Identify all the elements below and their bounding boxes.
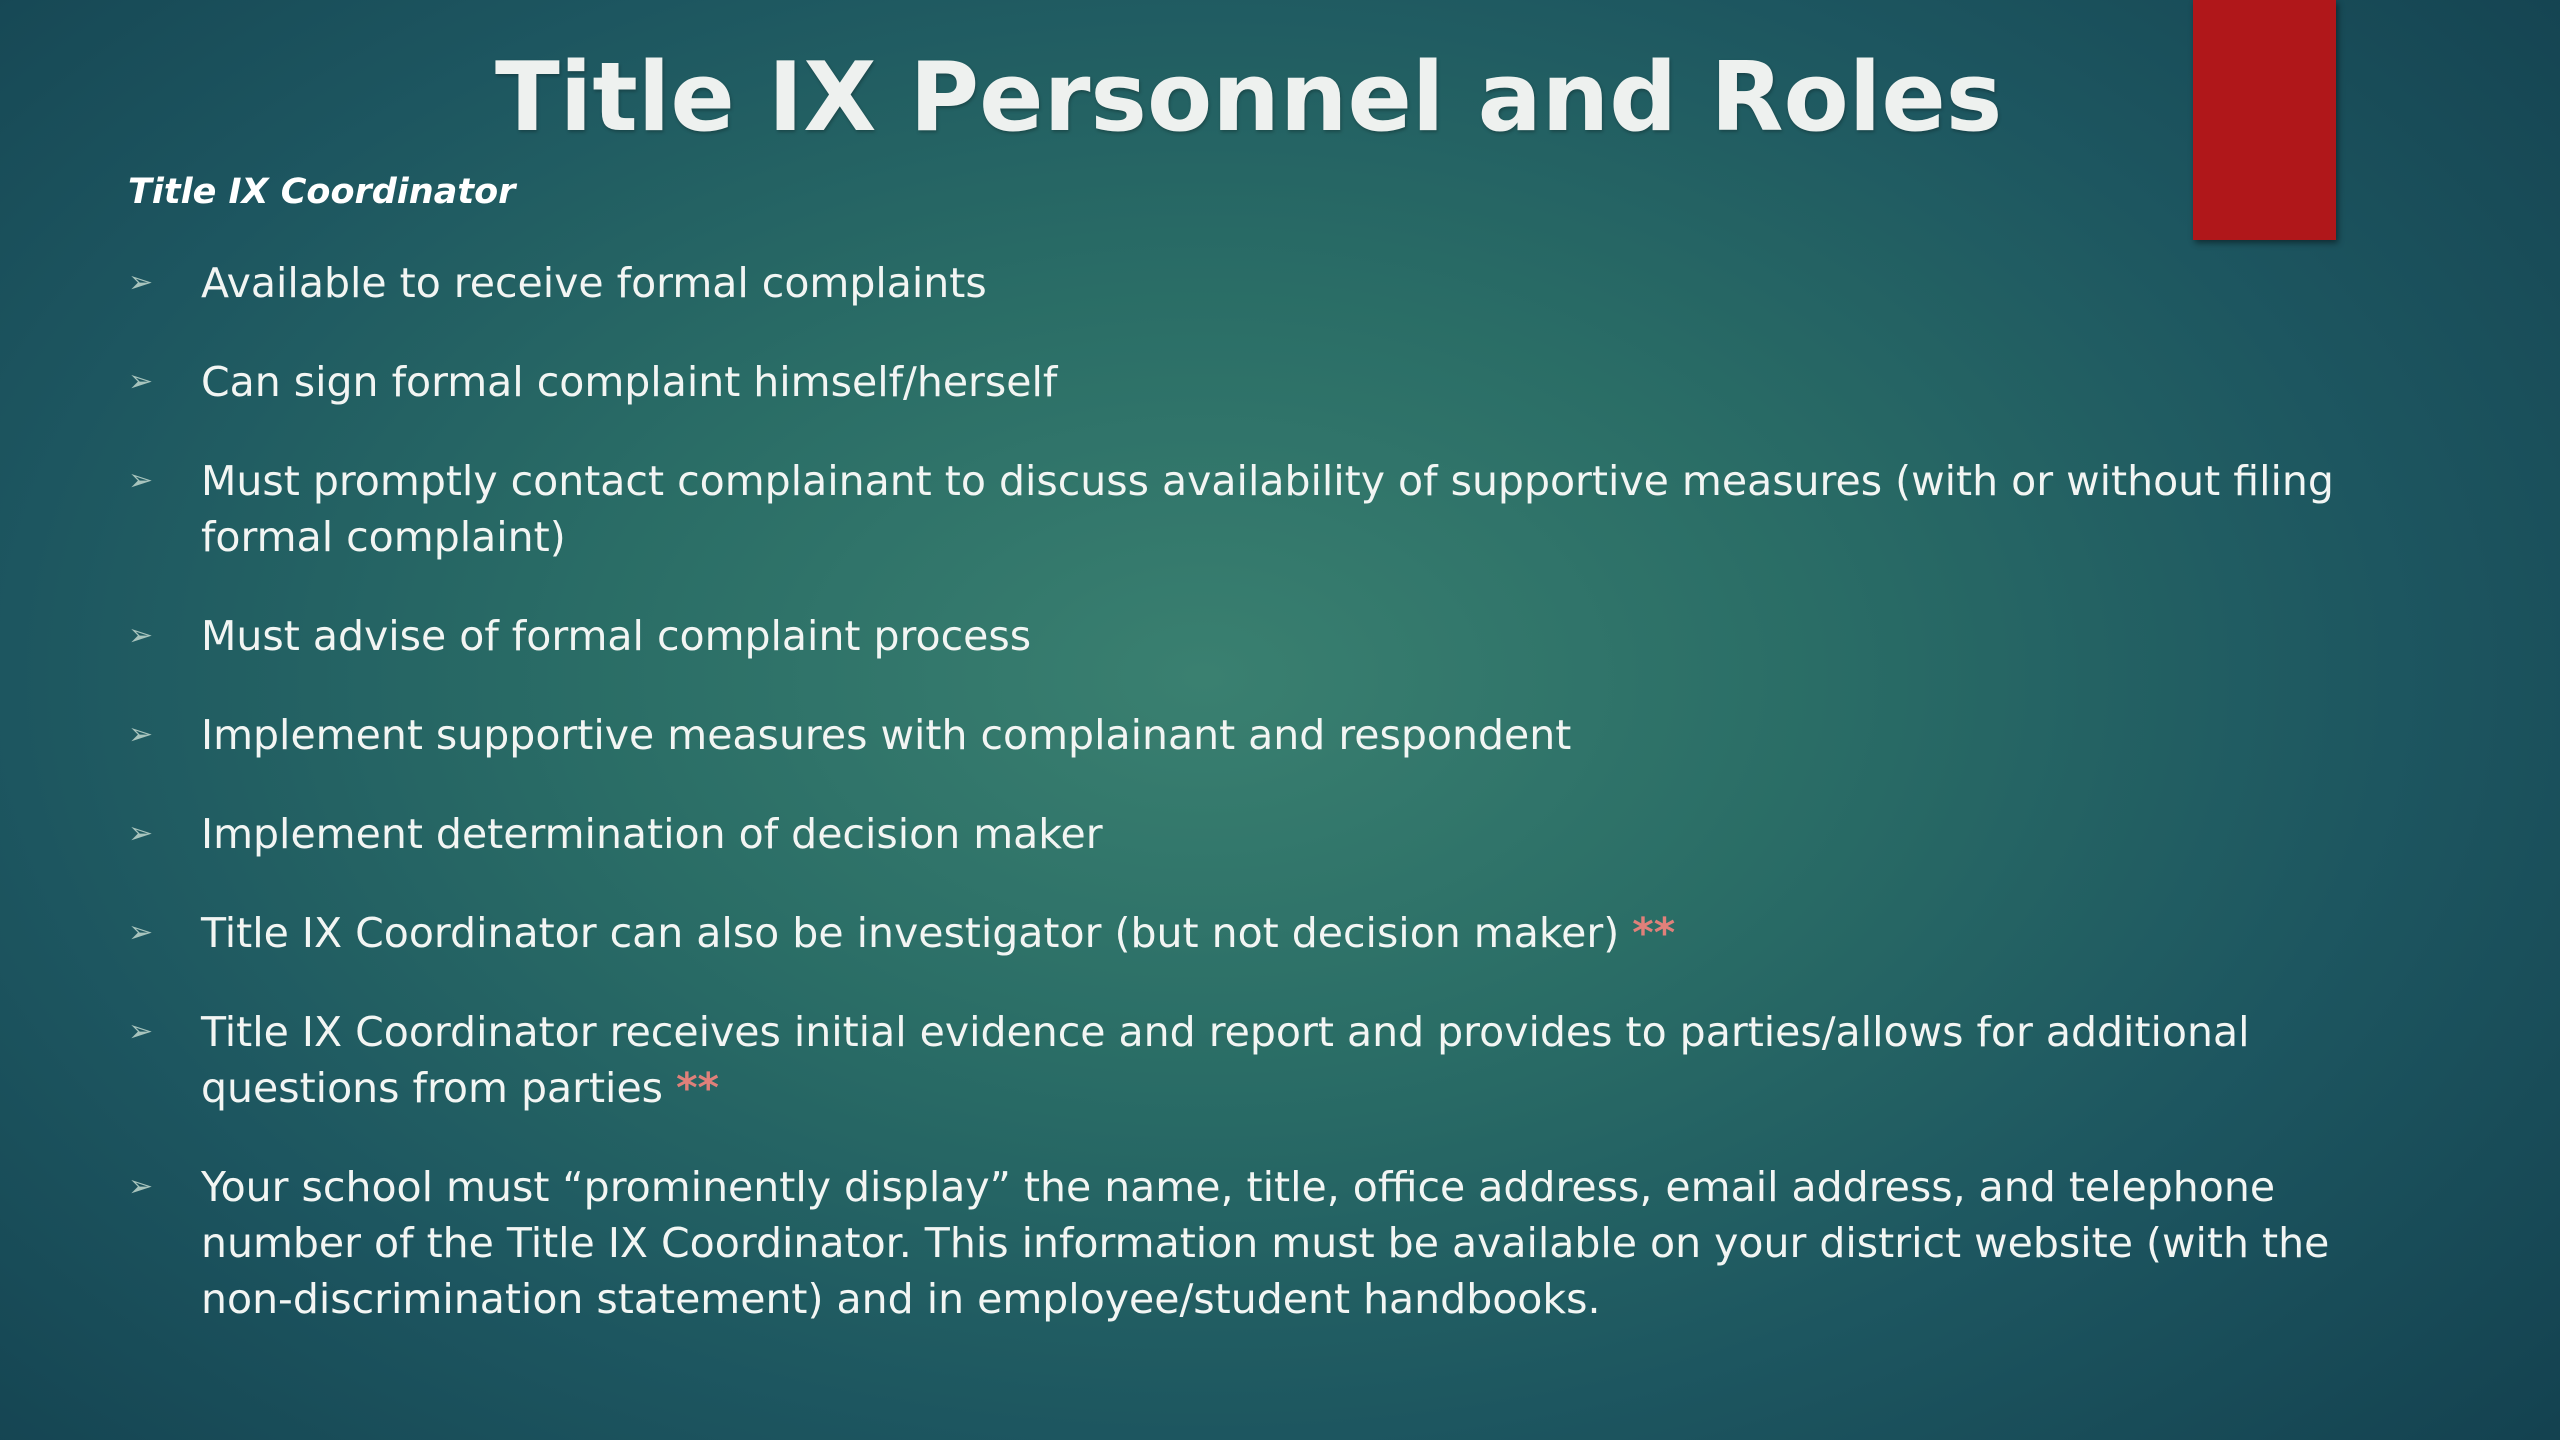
bullet-text: Must promptly contact complainant to discuss availability of supportive measures (with or without filing formal complaint) (201, 457, 2334, 561)
bullet-text: Can sign formal complaint himself/herself (201, 358, 1058, 406)
bullet-text: Available to receive formal complaints (201, 259, 987, 307)
asterisk-note: ** (1632, 909, 1676, 957)
bullet-item (128, 806, 2428, 862)
arrow-bullet-icon: ➢ (128, 1014, 154, 1049)
bullet-item (128, 1004, 2428, 1116)
bullet-item (128, 453, 2428, 565)
bullet-item (128, 707, 2428, 763)
bullet-text: Implement determination of decision maker (201, 810, 1103, 858)
arrow-bullet-icon: ➢ (128, 717, 154, 752)
bullet-item (128, 905, 2428, 961)
bullet-text: Must advise of formal complaint process (201, 612, 1032, 660)
arrow-bullet-icon: ➢ (128, 364, 154, 399)
accent-bar (2193, 0, 2336, 240)
bullet-item (128, 354, 2428, 410)
bullet-list (128, 255, 2428, 1370)
bullet-item (128, 608, 2428, 664)
bullet-text: Title IX Coordinator can also be investigator (but not decision maker) (201, 909, 1633, 957)
bullet-item (128, 255, 2428, 311)
arrow-bullet-icon: ➢ (128, 1169, 154, 1204)
section-subtitle: Title IX Coordinator (128, 172, 516, 212)
arrow-bullet-icon: ➢ (128, 618, 154, 653)
arrow-bullet-icon: ➢ (128, 463, 154, 498)
arrow-bullet-icon: ➢ (128, 816, 154, 851)
bullet-text: Your school must “prominently display” the name, title, office address, email address, and telephone number of the Title IX Coordinator. This information must be available on your district website (with the non-discrimination statement) and in employee/student handbooks. (201, 1163, 2330, 1323)
asterisk-note: ** (676, 1064, 719, 1112)
bullet-item (128, 1159, 2428, 1327)
bullet-text: Title IX Coordinator receives initial evidence and report and provides to parties/allows for additional questions from parties (201, 1008, 2250, 1112)
arrow-bullet-icon: ➢ (128, 265, 154, 300)
slide-title: Title IX Personnel and Roles (495, 43, 2003, 153)
arrow-bullet-icon: ➢ (128, 915, 154, 950)
bullet-text: Implement supportive measures with complainant and respondent (201, 711, 1572, 759)
